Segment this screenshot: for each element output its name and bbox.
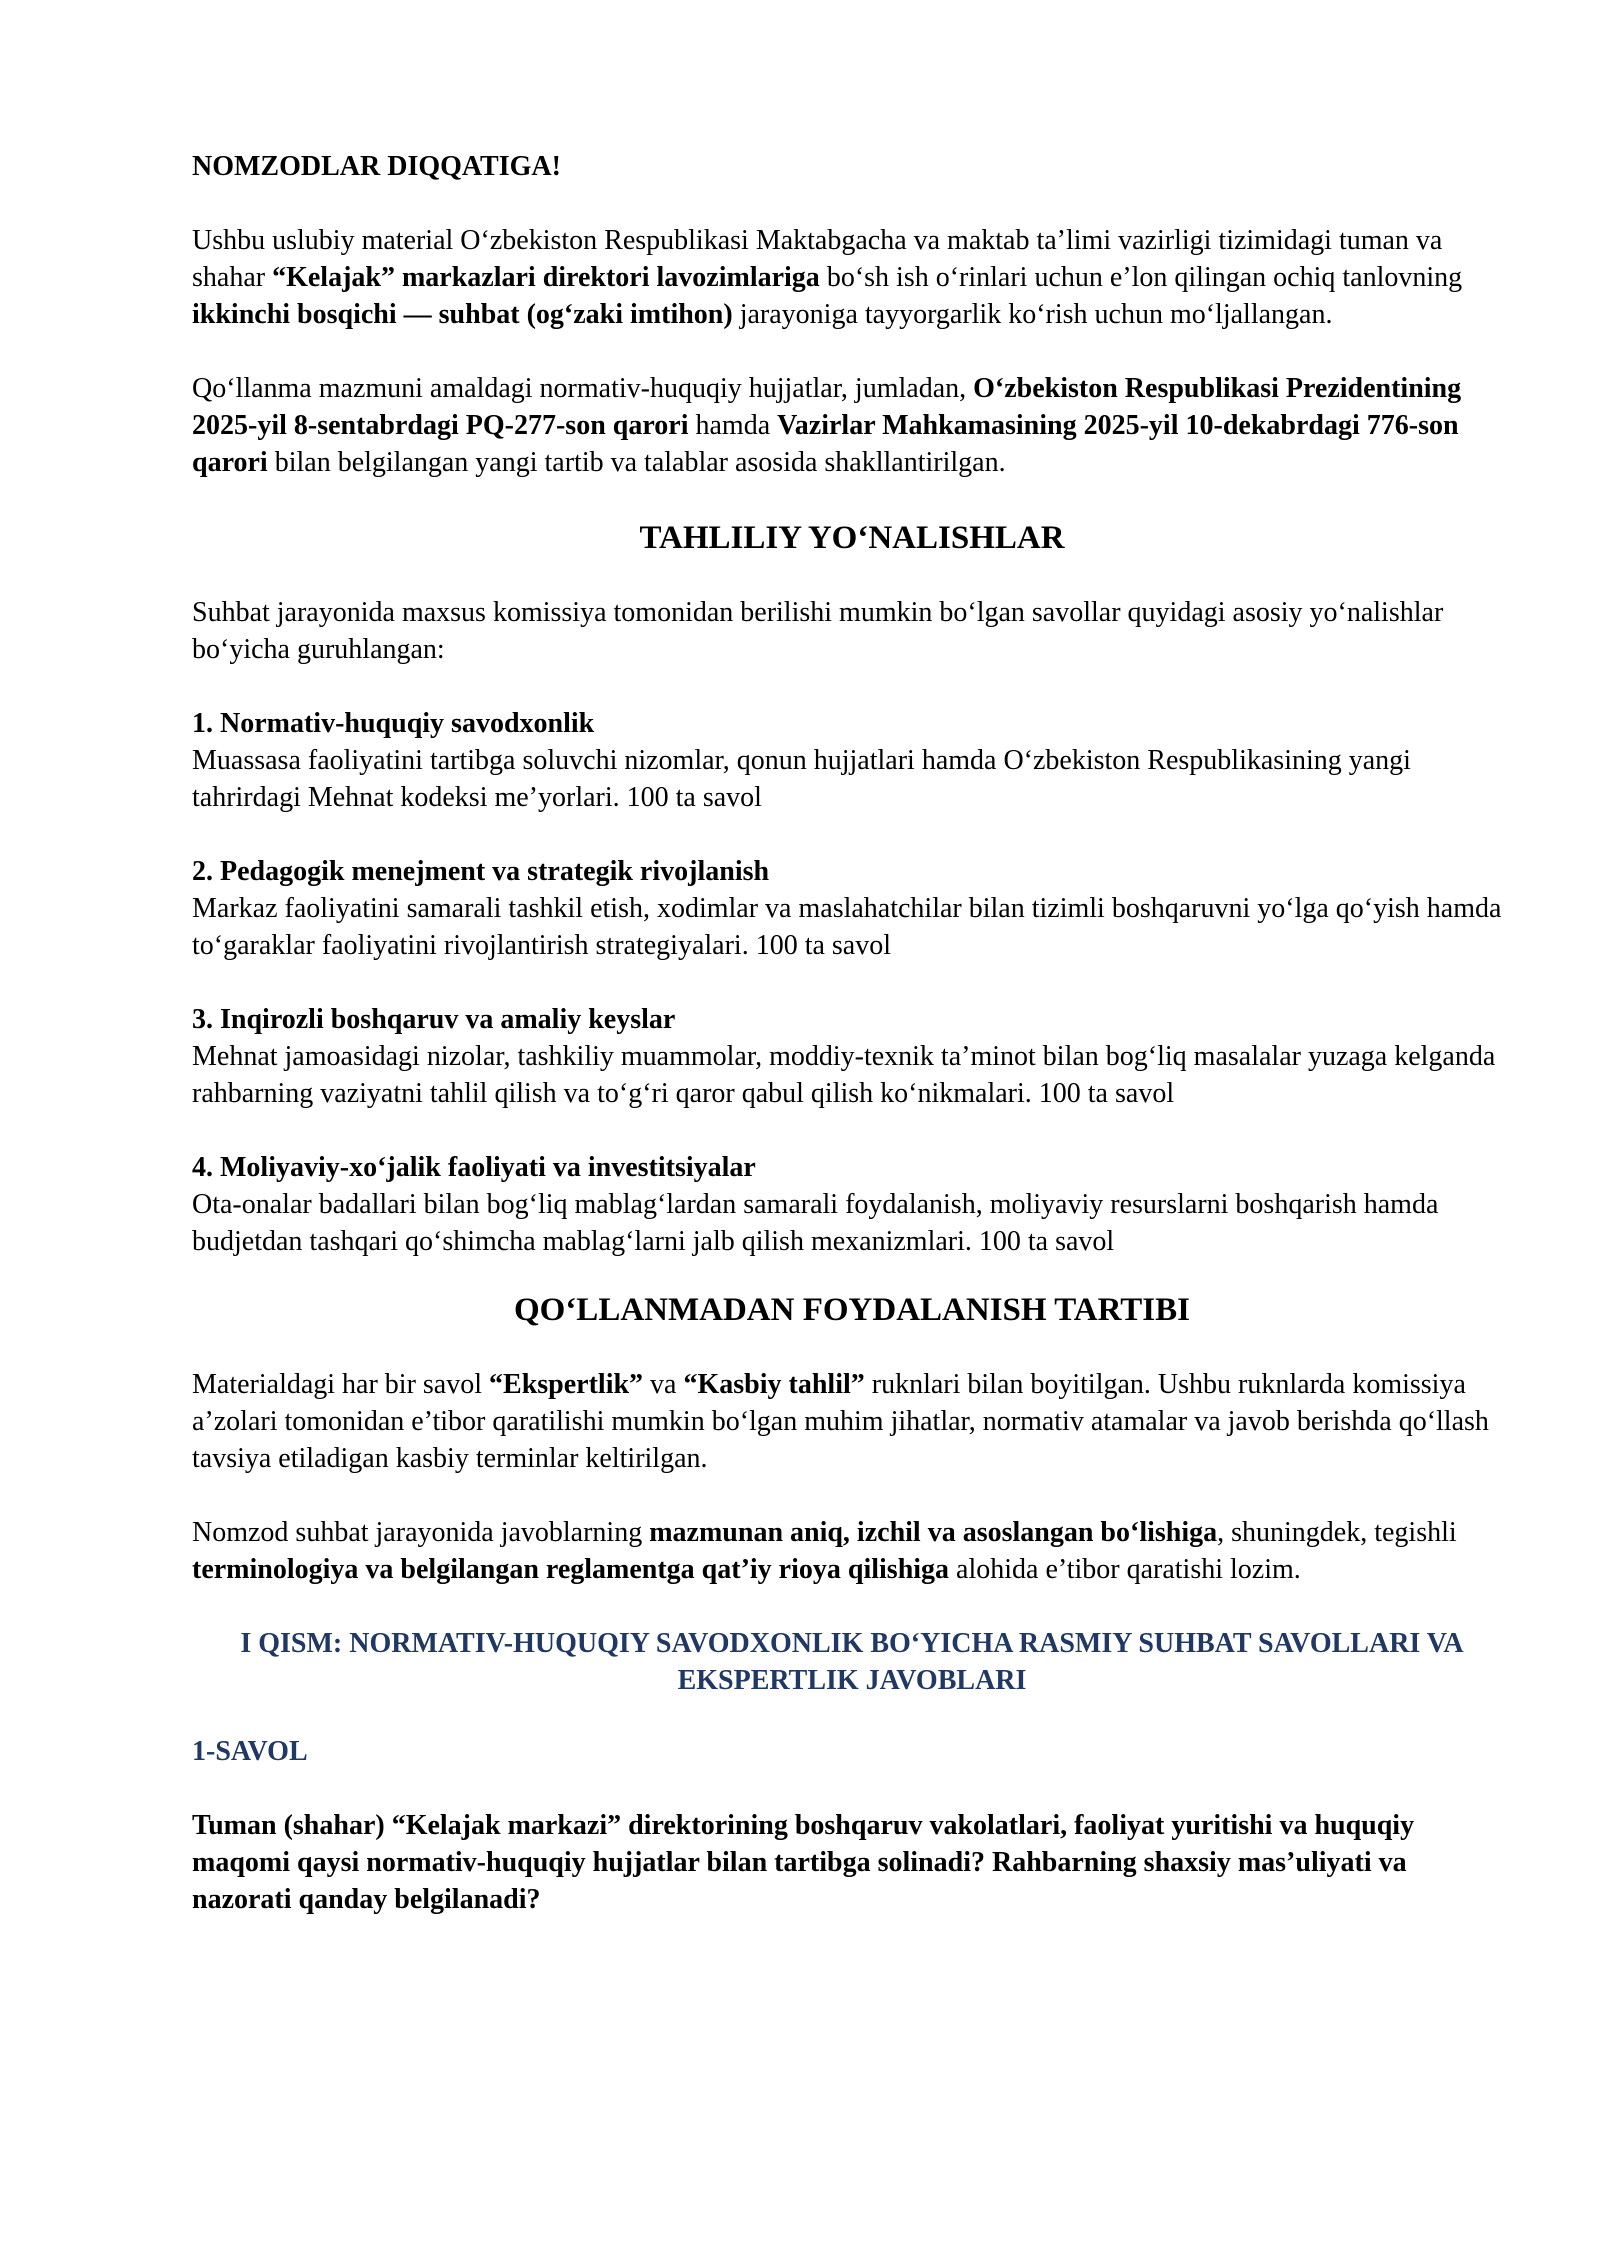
direction-title: 4. Moliyaviy-xo‘jalik faoliyati va investitsiyalar [192, 1152, 756, 1183]
direction-title: 2. Pedagogik menejment va strategik rivojlanish [192, 856, 770, 887]
question-number: 1-SAVOL [192, 1736, 308, 1767]
direction-item [192, 1149, 1512, 1260]
direction-text: Markaz faoliyatini samarali tashkil etish, xodimlar va maslahatchilar bilan tizimli boshqaruvni yo‘lga qo‘yish hamda to‘garaklar faoliyatini rivojlantirish strategiyalari. 100 ta savol [192, 893, 1502, 961]
direction-item [192, 853, 1512, 964]
direction-text: Ota-onalar badallari bilan bog‘liq mablag‘lardan samarali foydalanish, moliyaviy resurslarni boshqarish hamda budjetdan tashqari qo‘shimcha mablag‘larni jalb qilish mexanizmlari. 100 ta savol [192, 1189, 1439, 1257]
question-text: Tuman (shahar) “Kelajak markazi” direktorining boshqaruv vakolatlari, faoliyat yuritishi va huquqiy maqomi qaysi normativ-huquqiy hujjatlar bilan tartibga solinadi? Rahbarning shaxsiy mas’uliyati va nazorati qanday belgilanadi? [192, 1810, 1415, 1915]
usage-heading: QO‘LLANMADAN FOYDALANISH TARTIBI [513, 1292, 1191, 1328]
part-1-heading: I QISM: NORMATIV-HUQUQIY SAVODXONLIK BO‘YICHA RASMIY SUHBAT SAVOLLARI VA EKSPERTLIK JAVOBLARI [240, 1628, 1464, 1696]
document-page [192, 148, 1512, 1918]
notice-title: NOMZODLAR DIQQATIGA! [192, 151, 561, 182]
intro-paragraph-2: Qo‘llanma mazmuni amaldagi normativ-huquqiy hujjatlar, jumladan, O‘zbekiston Respublikasi Prezidentining 2025-yil 8-sentabrdagi PQ-277-son qarori hamda Vazirlar Mahkamasining 2025-yil 10-dekabrdagi 776-son qarori bilan belgilangan yangi tartib va talablar asosida shakllantirilgan. [192, 373, 1462, 478]
direction-item [192, 705, 1512, 816]
analytical-directions-heading: TAHLILIY YO‘NALISHLAR [639, 520, 1065, 556]
direction-title: 3. Inqirozli boshqaruv va amaliy keyslar [192, 1004, 676, 1035]
usage-paragraph-1: Materialdagi har bir savol “Ekspertlik” va “Kasbiy tahlil” ruknlari bilan boyitilgan. Ushbu ruknlarda komissiya a’zolari tomonidan e’tibor qaratilishi mumkin bo‘lgan muhim jihatlar, normativ atamalar va javob berishda qo‘llash tavsiya etiladigan kasbiy terminlar keltirilgan. [192, 1369, 1489, 1474]
direction-title: 1. Normativ-huquqiy savodxonlik [192, 708, 595, 739]
usage-paragraph-2: Nomzod suhbat jarayonida javoblarning mazmunan aniq, izchil va asoslangan bo‘lishiga, shuningdek, tegishli terminologiya va belgilangan reglamentga qat’iy rioya qilishiga alohida e’tibor qaratishi lozim. [192, 1517, 1457, 1585]
analytical-lead: Suhbat jarayonida maxsus komissiya tomonidan berilishi mumkin bo‘lgan savollar quyidagi asosiy yo‘nalishlar bo‘yicha guruhlangan: [192, 597, 1444, 665]
direction-text: Muassasa faoliyatini tartibga soluvchi nizomlar, qonun hujjatlari hamda O‘zbekiston Respublikasining yangi tahrirdagi Mehnat kodeksi me’yorlari. 100 ta savol [192, 745, 1411, 813]
direction-text: Mehnat jamoasidagi nizolar, tashkiliy muammolar, moddiy-texnik ta’minot bilan bog‘liq masalalar yuzaga kelganda rahbarning vaziyatni tahlil qilish va to‘g‘ri qaror qabul qilish ko‘nikmalari. 100 ta savol [192, 1041, 1496, 1109]
direction-item [192, 1001, 1512, 1112]
intro-paragraph-1: Ushbu uslubiy material O‘zbekiston Respublikasi Maktabgacha va maktab ta’limi vazirligi tizimidagi tuman va shahar “Kelajak” markazlari direktori lavozimlariga bo‘sh ish o‘rinlari uchun e’lon qilingan ochiq tanlovning ikkinchi bosqichi — suhbat (og‘zaki imtihon) jarayoniga tayyorgarlik ko‘rish uchun mo‘ljallangan. [192, 225, 1463, 330]
